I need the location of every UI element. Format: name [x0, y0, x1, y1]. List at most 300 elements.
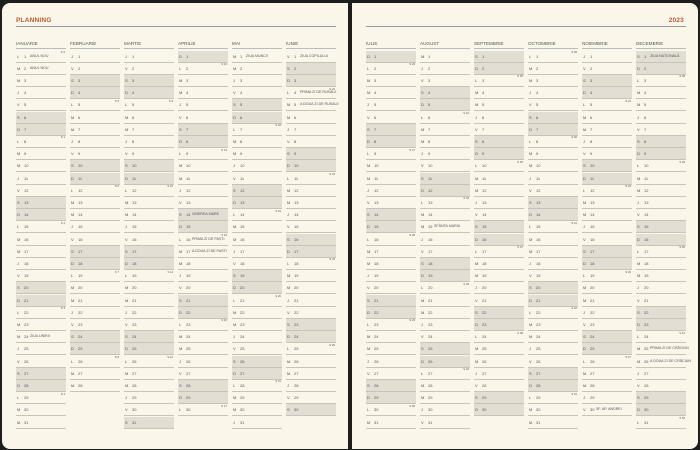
day-cell[interactable] [16, 307, 66, 319]
day-cell[interactable] [420, 173, 470, 185]
day-cell[interactable] [582, 380, 632, 392]
day-cell[interactable] [232, 368, 282, 380]
day-cell[interactable] [286, 87, 336, 99]
day-cell[interactable] [420, 331, 470, 343]
day-cell[interactable] [286, 368, 336, 380]
day-cell[interactable] [636, 343, 689, 355]
day-cell[interactable] [16, 185, 66, 197]
day-cell[interactable] [366, 124, 416, 136]
day-cell[interactable] [636, 258, 686, 270]
day-cell[interactable] [582, 51, 632, 63]
day-cell[interactable] [124, 356, 174, 368]
day-cell[interactable] [366, 319, 416, 331]
day-cell[interactable] [286, 234, 336, 246]
day-cell[interactable] [70, 75, 120, 87]
day-cell[interactable] [70, 307, 120, 319]
day-cell[interactable] [286, 258, 336, 270]
day-cell[interactable] [636, 295, 686, 307]
day-cell[interactable] [474, 87, 524, 99]
day-cell[interactable] [636, 307, 686, 319]
day-cell[interactable] [420, 87, 470, 99]
day-cell[interactable] [178, 246, 228, 258]
day-cell[interactable] [124, 270, 174, 282]
day-cell[interactable] [582, 75, 632, 87]
day-cell[interactable] [286, 404, 336, 416]
day-cell[interactable] [474, 124, 524, 136]
day-cell[interactable] [70, 234, 120, 246]
day-cell[interactable] [232, 148, 282, 160]
day-cell[interactable] [178, 392, 228, 404]
day-cell[interactable] [124, 63, 174, 75]
day-cell[interactable] [16, 404, 66, 416]
day-cell[interactable] [636, 148, 686, 160]
day-cell[interactable] [366, 234, 416, 246]
day-cell[interactable] [582, 160, 632, 172]
day-cell[interactable] [582, 392, 632, 404]
day-cell[interactable] [366, 404, 416, 416]
day-cell[interactable] [528, 270, 578, 282]
day-cell[interactable] [528, 185, 578, 197]
day-cell[interactable] [582, 87, 632, 99]
day-cell[interactable] [70, 368, 120, 380]
day-cell[interactable] [70, 258, 120, 270]
day-cell[interactable] [124, 368, 174, 380]
day-cell[interactable] [420, 246, 470, 258]
day-cell[interactable] [286, 331, 336, 343]
day-cell[interactable] [124, 99, 174, 111]
day-cell[interactable] [582, 112, 632, 124]
day-cell[interactable] [420, 307, 470, 319]
day-cell[interactable] [528, 75, 578, 87]
day-cell[interactable] [474, 258, 524, 270]
day-cell[interactable] [474, 209, 524, 221]
day-cell[interactable] [420, 404, 470, 416]
day-cell[interactable] [70, 246, 120, 258]
day-cell[interactable] [528, 282, 578, 294]
day-cell[interactable] [232, 173, 282, 185]
day-cell[interactable] [16, 380, 66, 392]
day-cell[interactable] [366, 75, 416, 87]
day-cell[interactable] [528, 319, 578, 331]
day-cell[interactable] [528, 148, 578, 160]
day-cell[interactable] [178, 209, 228, 221]
day-cell[interactable] [70, 63, 120, 75]
day-cell[interactable] [636, 319, 686, 331]
day-cell[interactable] [70, 282, 120, 294]
day-cell[interactable] [528, 124, 578, 136]
day-cell[interactable] [366, 295, 416, 307]
day-cell[interactable] [474, 343, 524, 355]
day-cell[interactable] [636, 356, 691, 368]
day-cell[interactable] [474, 221, 524, 233]
day-cell[interactable] [366, 270, 416, 282]
day-cell[interactable] [232, 221, 282, 233]
day-cell[interactable] [286, 246, 336, 258]
day-cell[interactable] [636, 234, 686, 246]
day-cell[interactable] [286, 173, 336, 185]
day-cell[interactable] [366, 331, 416, 343]
day-cell[interactable] [582, 270, 632, 282]
day-cell[interactable] [420, 417, 470, 429]
day-cell[interactable] [124, 319, 174, 331]
day-cell[interactable] [366, 417, 416, 429]
day-cell[interactable] [178, 343, 228, 355]
day-cell[interactable] [286, 75, 336, 87]
day-cell[interactable] [474, 112, 524, 124]
day-cell[interactable] [582, 234, 632, 246]
day-cell[interactable] [178, 136, 228, 148]
day-cell[interactable] [582, 368, 632, 380]
day-cell[interactable] [636, 173, 686, 185]
day-cell[interactable] [582, 282, 632, 294]
day-cell[interactable] [286, 356, 336, 368]
day-cell[interactable] [420, 380, 470, 392]
day-cell[interactable] [474, 295, 524, 307]
day-cell[interactable] [232, 99, 282, 111]
day-cell[interactable] [178, 404, 228, 416]
day-cell[interactable] [16, 197, 66, 209]
day-cell[interactable] [124, 51, 174, 63]
day-cell[interactable] [70, 185, 120, 197]
day-cell[interactable] [124, 124, 174, 136]
day-cell[interactable] [582, 246, 632, 258]
day-cell[interactable] [636, 136, 686, 148]
day-cell[interactable] [420, 343, 470, 355]
day-cell[interactable] [124, 282, 174, 294]
day-cell[interactable] [474, 234, 524, 246]
day-cell[interactable] [420, 282, 470, 294]
day-cell[interactable] [528, 160, 578, 172]
day-cell[interactable] [16, 417, 66, 429]
day-cell[interactable] [582, 63, 632, 75]
day-cell[interactable] [474, 63, 524, 75]
day-cell[interactable] [70, 99, 120, 111]
day-cell[interactable] [474, 392, 524, 404]
day-cell[interactable] [232, 112, 282, 124]
day-cell[interactable] [232, 331, 282, 343]
day-cell[interactable] [582, 319, 632, 331]
day-cell[interactable] [582, 99, 632, 111]
day-cell[interactable] [636, 63, 686, 75]
day-cell[interactable] [232, 209, 282, 221]
day-cell[interactable] [582, 356, 632, 368]
day-cell[interactable] [286, 185, 336, 197]
day-cell[interactable] [420, 356, 470, 368]
day-cell[interactable] [124, 185, 174, 197]
day-cell[interactable] [528, 307, 578, 319]
day-cell[interactable] [528, 209, 578, 221]
day-cell[interactable] [636, 51, 686, 63]
day-cell[interactable] [124, 221, 174, 233]
day-cell[interactable] [124, 136, 174, 148]
day-cell[interactable] [70, 221, 120, 233]
day-cell[interactable] [178, 99, 228, 111]
day-cell[interactable] [70, 160, 120, 172]
day-cell[interactable] [636, 282, 686, 294]
day-cell[interactable] [232, 160, 282, 172]
day-cell[interactable] [420, 124, 470, 136]
day-cell[interactable] [366, 246, 416, 258]
day-cell[interactable] [636, 99, 686, 111]
day-cell[interactable] [474, 99, 524, 111]
day-cell[interactable] [474, 246, 524, 258]
day-cell[interactable] [366, 343, 416, 355]
day-cell[interactable] [178, 270, 228, 282]
day-cell[interactable] [16, 99, 66, 111]
day-cell[interactable] [178, 63, 228, 75]
day-cell[interactable] [124, 246, 174, 258]
day-cell[interactable] [124, 112, 174, 124]
day-cell[interactable] [232, 258, 282, 270]
day-cell[interactable] [366, 160, 416, 172]
day-cell[interactable] [178, 368, 228, 380]
day-cell[interactable] [16, 124, 66, 136]
day-cell[interactable] [528, 380, 578, 392]
day-cell[interactable] [366, 282, 416, 294]
day-cell[interactable] [420, 197, 470, 209]
day-cell[interactable] [366, 51, 416, 63]
day-cell[interactable] [636, 87, 686, 99]
day-cell[interactable] [16, 87, 66, 99]
day-cell[interactable] [16, 160, 66, 172]
day-cell[interactable] [124, 209, 174, 221]
day-cell[interactable] [420, 75, 470, 87]
day-cell[interactable] [178, 197, 228, 209]
day-cell[interactable] [70, 51, 120, 63]
day-cell[interactable] [420, 148, 470, 160]
day-cell[interactable] [528, 246, 578, 258]
day-cell[interactable] [232, 234, 282, 246]
day-cell[interactable] [474, 197, 524, 209]
day-cell[interactable] [582, 136, 632, 148]
day-cell[interactable] [636, 331, 686, 343]
day-cell[interactable] [286, 51, 336, 63]
day-cell[interactable] [124, 75, 174, 87]
day-cell[interactable] [474, 51, 524, 63]
day-cell[interactable] [286, 197, 336, 209]
day-cell[interactable] [124, 392, 174, 404]
day-cell[interactable] [286, 124, 336, 136]
day-cell[interactable] [528, 197, 578, 209]
day-cell[interactable] [70, 331, 120, 343]
day-cell[interactable] [178, 173, 228, 185]
day-cell[interactable] [232, 246, 282, 258]
day-cell[interactable] [16, 343, 66, 355]
day-cell[interactable] [420, 221, 470, 233]
day-cell[interactable] [178, 221, 228, 233]
day-cell[interactable] [528, 368, 578, 380]
day-cell[interactable] [124, 197, 174, 209]
day-cell[interactable] [232, 75, 282, 87]
day-cell[interactable] [178, 87, 228, 99]
day-cell[interactable] [528, 234, 578, 246]
day-cell[interactable] [124, 295, 174, 307]
day-cell[interactable] [636, 392, 686, 404]
day-cell[interactable] [232, 270, 282, 282]
day-cell[interactable] [178, 331, 228, 343]
day-cell[interactable] [474, 331, 524, 343]
day-cell[interactable] [232, 404, 282, 416]
day-cell[interactable] [178, 380, 228, 392]
day-cell[interactable] [366, 63, 416, 75]
day-cell[interactable] [582, 343, 632, 355]
day-cell[interactable] [70, 173, 120, 185]
day-cell[interactable] [70, 112, 120, 124]
day-cell[interactable] [178, 295, 228, 307]
day-cell[interactable] [124, 234, 174, 246]
day-cell[interactable] [16, 234, 66, 246]
day-cell[interactable] [286, 282, 336, 294]
day-cell[interactable] [582, 307, 632, 319]
day-cell[interactable] [232, 319, 282, 331]
day-cell[interactable] [582, 197, 632, 209]
day-cell[interactable] [474, 356, 524, 368]
day-cell[interactable] [474, 173, 524, 185]
day-cell[interactable] [178, 234, 228, 246]
day-cell[interactable] [16, 136, 66, 148]
day-cell[interactable] [582, 173, 632, 185]
day-cell[interactable] [636, 380, 686, 392]
day-cell[interactable] [178, 319, 228, 331]
day-cell[interactable] [474, 368, 524, 380]
day-cell[interactable] [16, 209, 66, 221]
day-cell[interactable] [16, 75, 66, 87]
day-cell[interactable] [16, 392, 66, 404]
day-cell[interactable] [16, 319, 66, 331]
day-cell[interactable] [366, 368, 416, 380]
day-cell[interactable] [366, 209, 416, 221]
day-cell[interactable] [70, 209, 120, 221]
day-cell[interactable] [232, 295, 282, 307]
day-cell[interactable] [582, 185, 632, 197]
day-cell[interactable] [366, 148, 416, 160]
day-cell[interactable] [16, 221, 66, 233]
day-cell[interactable] [528, 295, 578, 307]
day-cell[interactable] [124, 307, 174, 319]
day-cell[interactable] [528, 221, 578, 233]
day-cell[interactable] [70, 295, 120, 307]
day-cell[interactable] [528, 51, 578, 63]
day-cell[interactable] [474, 319, 524, 331]
day-cell[interactable] [420, 392, 470, 404]
day-cell[interactable] [16, 331, 66, 343]
day-cell[interactable] [178, 356, 228, 368]
day-cell[interactable] [636, 209, 686, 221]
day-cell[interactable] [420, 51, 470, 63]
day-cell[interactable] [420, 136, 470, 148]
day-cell[interactable] [528, 356, 578, 368]
day-cell[interactable] [366, 307, 416, 319]
day-cell[interactable] [124, 343, 174, 355]
day-cell[interactable] [420, 295, 470, 307]
day-cell[interactable] [474, 185, 524, 197]
day-cell[interactable] [474, 404, 524, 416]
day-cell[interactable] [178, 75, 228, 87]
day-cell[interactable] [178, 307, 228, 319]
day-cell[interactable] [124, 148, 174, 160]
day-cell[interactable] [232, 282, 282, 294]
day-cell[interactable] [16, 246, 66, 258]
day-cell[interactable] [70, 356, 120, 368]
day-cell[interactable] [286, 209, 336, 221]
day-cell[interactable] [70, 343, 120, 355]
day-cell[interactable] [474, 148, 524, 160]
day-cell[interactable] [178, 160, 228, 172]
day-cell[interactable] [528, 343, 578, 355]
day-cell[interactable] [232, 197, 282, 209]
day-cell[interactable] [70, 87, 120, 99]
day-cell[interactable] [474, 282, 524, 294]
day-cell[interactable] [124, 87, 174, 99]
day-cell[interactable] [474, 136, 524, 148]
day-cell[interactable] [232, 392, 282, 404]
day-cell[interactable] [232, 417, 282, 429]
day-cell[interactable] [366, 185, 416, 197]
day-cell[interactable] [420, 185, 470, 197]
day-cell[interactable] [286, 99, 339, 111]
day-cell[interactable] [70, 270, 120, 282]
day-cell[interactable] [286, 380, 336, 392]
day-cell[interactable] [528, 136, 578, 148]
day-cell[interactable] [366, 258, 416, 270]
day-cell[interactable] [528, 258, 578, 270]
day-cell[interactable] [636, 197, 686, 209]
day-cell[interactable] [178, 51, 228, 63]
day-cell[interactable] [582, 258, 632, 270]
day-cell[interactable] [636, 246, 686, 258]
day-cell[interactable] [70, 319, 120, 331]
day-cell[interactable] [582, 295, 632, 307]
day-cell[interactable] [124, 331, 174, 343]
day-cell[interactable] [16, 368, 66, 380]
day-cell[interactable] [232, 63, 282, 75]
day-cell[interactable] [286, 392, 336, 404]
day-cell[interactable] [366, 392, 416, 404]
day-cell[interactable] [286, 136, 336, 148]
day-cell[interactable] [366, 87, 416, 99]
day-cell[interactable] [420, 234, 470, 246]
day-cell[interactable] [124, 380, 174, 392]
day-cell[interactable] [474, 75, 524, 87]
day-cell[interactable] [636, 185, 686, 197]
day-cell[interactable] [232, 356, 282, 368]
day-cell[interactable] [232, 51, 282, 63]
day-cell[interactable] [420, 209, 470, 221]
day-cell[interactable] [420, 270, 470, 282]
day-cell[interactable] [636, 417, 686, 429]
day-cell[interactable] [70, 197, 120, 209]
day-cell[interactable] [582, 221, 632, 233]
day-cell[interactable] [582, 148, 632, 160]
day-cell[interactable] [286, 343, 336, 355]
day-cell[interactable] [474, 380, 524, 392]
day-cell[interactable] [232, 343, 282, 355]
day-cell[interactable] [420, 63, 470, 75]
day-cell[interactable] [636, 124, 686, 136]
day-cell[interactable] [528, 87, 578, 99]
day-cell[interactable] [528, 63, 578, 75]
day-cell[interactable] [178, 112, 228, 124]
day-cell[interactable] [420, 99, 470, 111]
day-cell[interactable] [582, 331, 632, 343]
day-cell[interactable] [528, 331, 578, 343]
day-cell[interactable] [286, 221, 336, 233]
day-cell[interactable] [366, 356, 416, 368]
day-cell[interactable] [70, 148, 120, 160]
day-cell[interactable] [528, 417, 578, 429]
day-cell[interactable] [178, 148, 228, 160]
day-cell[interactable] [124, 417, 174, 429]
